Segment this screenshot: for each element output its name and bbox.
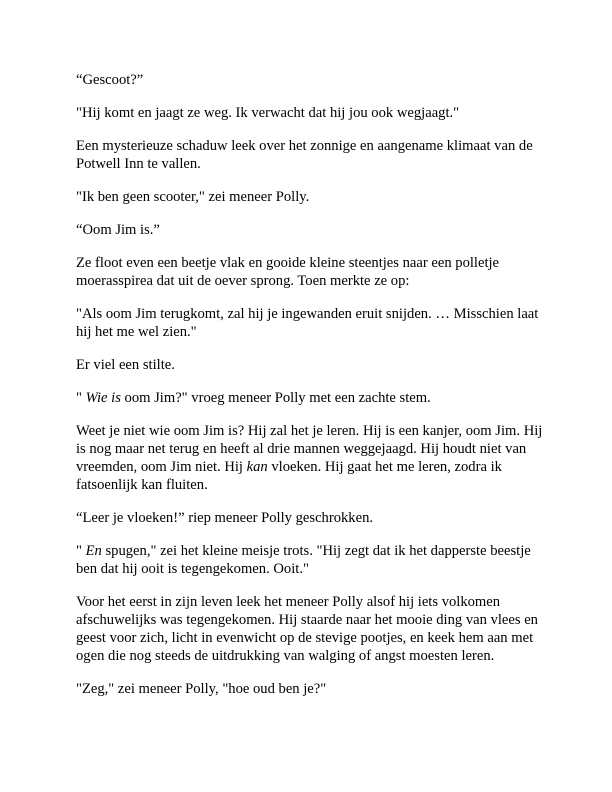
paragraph-dialogue — [76, 680, 544, 698]
text-run: "Ik ben geen scooter," zei meneer Polly. — [76, 189, 310, 205]
text-run: "Zeg," zei meneer Polly, "hoe oud ben je?" — [76, 681, 327, 697]
paragraph-dialogue — [76, 188, 544, 206]
paragraph-dialogue — [76, 221, 544, 239]
emphasis-text: Wie is — [85, 390, 121, 406]
text-run: oom Jim?" vroeg meneer Polly met een zachte stem. — [120, 390, 431, 406]
story-text — [76, 71, 544, 713]
paragraph-narration — [76, 356, 544, 374]
text-run: “Oom Jim is.” — [76, 222, 160, 238]
text-run: Weet je niet wie oom Jim is? Hij zal het je leren. Hij is een kanjer, oom Jim. Hij is nog maar net terug en heeft al drie mannen weggejaagd. Hij houdt niet van vreemden, oom Jim niet. Hij — [76, 423, 543, 475]
text-run: Een mysterieuze schaduw leek over het zonnige en aangename klimaat van de Potwell Inn te vallen. — [76, 138, 533, 172]
paragraph-dialogue — [76, 305, 544, 341]
text-run: " — [76, 543, 86, 559]
text-run: " — [76, 390, 86, 406]
paragraph-dialogue — [76, 509, 544, 527]
text-run: spugen," zei het kleine meisje trots. "Hij zegt dat ik het dapperste beestje ben dat hij ooit is tegengekomen. Ooit." — [76, 543, 531, 577]
paragraph-dialogue — [76, 389, 544, 407]
emphasis-text: En — [85, 543, 102, 559]
text-run: “Leer je vloeken!” riep meneer Polly geschrokken. — [76, 510, 374, 526]
text-run: “Gescoot?” — [76, 72, 144, 88]
paragraph-dialogue — [76, 542, 544, 578]
paragraph-narration — [76, 254, 544, 290]
paragraph-dialogue — [76, 71, 544, 89]
text-run: Ze floot even een beetje vlak en gooide kleine steentjes naar een polletje moerasspirea dat uit de oever sprong. Toen merkte ze op: — [76, 255, 500, 289]
text-run: Er viel een stilte. — [76, 357, 175, 373]
text-run: vloeken. Hij gaat het me leren, zodra ik fatsoenlijk kan fluiten. — [76, 459, 502, 493]
emphasis-text: kan — [246, 459, 268, 475]
text-run: "Als oom Jim terugkomt, zal hij je ingewanden eruit snijden. … Misschien laat hij het me wel zien." — [76, 306, 539, 340]
paragraph-narration — [76, 137, 544, 173]
text-run: "Hij komt en jaagt ze weg. Ik verwacht dat hij jou ook wegjaagt." — [76, 105, 460, 121]
text-run: Voor het eerst in zijn leven leek het meneer Polly alsof hij iets volkomen afschuwelijks was tegengekomen. Hij staarde naar het mooie ding van vlees en geest voor zich, licht in evenwicht op de stevige pootjes, en keek hem aan met ogen die nog steeds de uitdrukking van walging of angst moesten leren. — [76, 594, 538, 664]
paragraph-dialogue — [76, 422, 544, 494]
paragraph-dialogue — [76, 104, 544, 122]
paragraph-narration — [76, 593, 544, 665]
